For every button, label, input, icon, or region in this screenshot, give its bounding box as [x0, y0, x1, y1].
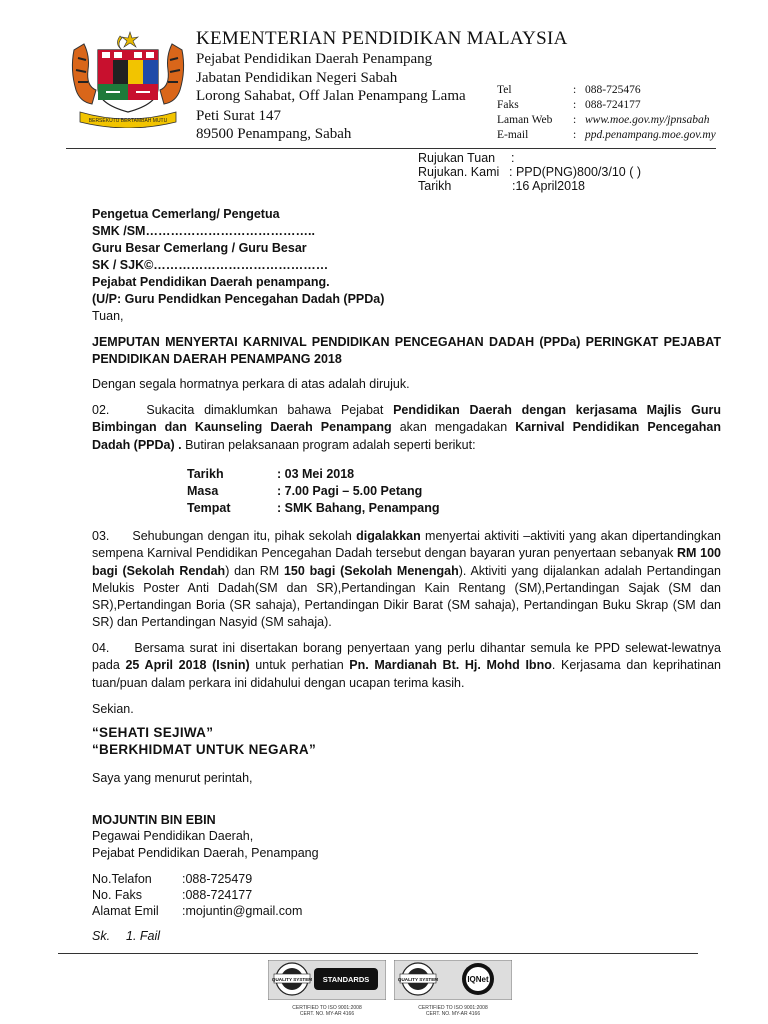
para-text: Bersama surat ini disertakan borang penyertaan yang perlu dihantar semula ke PPD selewat-lewatnya pada: [92, 641, 721, 673]
event-time-label: Masa: [187, 484, 219, 498]
quality-system-logo: [394, 960, 512, 1000]
para-text: . Kerjasama dan keprihatinan tuan/puan dalam perkara ini didahului dengan ucapan terima kasih.: [92, 658, 721, 690]
cert-caption: CERTIFIED TO ISO 9001:2008: [418, 1005, 488, 1011]
tel-label: Tel: [497, 84, 512, 96]
paragraph-04: [92, 640, 721, 692]
fax-label: Faks: [497, 99, 519, 111]
para-number: 03.: [92, 529, 110, 543]
recipient-line: Pejabat Pendidikan Daerah penampang.: [92, 275, 330, 289]
badge-text: IQNet: [467, 975, 489, 984]
certification-badge: [268, 960, 386, 1017]
para-text: untuk perhatian: [249, 658, 350, 673]
badge-text: STANDARDS: [322, 975, 370, 984]
letterhead-divider: [66, 148, 716, 149]
certification-badge: [394, 960, 512, 1017]
recipient-line: (U/P: Guru Pendidkan Pencegahan Dadah (PPDa): [92, 292, 385, 306]
cc-label: Sk.: [92, 929, 111, 943]
email-link[interactable]: ppd.penampang.moe.gov.my: [585, 129, 716, 141]
para-bold: Pendidikan Daerah dengan kerjasama Majlis Guru Bimbingan dan Kaunseling Daerah Penampang: [92, 403, 721, 435]
motto-line: “SEHATI SEJIWA”: [92, 725, 214, 740]
footer-divider: [58, 953, 698, 954]
signatory-office: Pejabat Pendidikan Daerah, Penampang: [92, 846, 319, 860]
fax-value: 088-724177: [585, 99, 641, 111]
address-line: 89500 Penampang, Sabah: [196, 126, 352, 142]
paragraph-02: [92, 402, 721, 454]
ref-tuan-label: Rujukan Tuan: [418, 151, 496, 165]
address-line: Peti Surat 147: [196, 108, 281, 124]
cert-number: CERT. NO. MY-AR 4166: [299, 1011, 355, 1017]
quality-system-logo: [268, 960, 386, 1000]
para-text: Butiran pelaksanaan program adalah seperti berikut:: [181, 437, 476, 452]
event-date-label: Tarikh: [187, 467, 224, 481]
para-text: ). Aktiviti yang dijalankan adalah Pertandingan Melukis Poster Anti Dadah(SM dan SR),Pertandingan Kain Rentang (SM),Pertandingan Sajak (SM dan SR),Pertandingan Boria (SR sahaja), Pertandingan Dikir Barat (SM sahaja), Pertandingan Buku Skrap (SM dan SR) dan Pertandingan Nasyid (SM sahaja).: [92, 563, 721, 630]
svg-text:BERSEKUTU BERTAMBAH MUTU: BERSEKUTU BERTAMBAH MUTU: [88, 118, 168, 124]
ref-kami-label: Rujukan. Kami: [418, 165, 500, 179]
para-text: akan mengadakan: [391, 420, 516, 435]
email-label: E-mail: [497, 129, 529, 141]
address-line: Lorong Sahabat, Off Jalan Penampang Lama: [196, 88, 466, 104]
salutation: Tuan,: [92, 309, 124, 323]
event-venue-value: : SMK Bahang, Penampang: [277, 501, 440, 515]
para-number: 04.: [92, 641, 110, 655]
para-bold: RM 100 bagi (Sekolah Rendah: [92, 546, 721, 578]
cert-number: CERT. NO. MY-AR 4166: [425, 1011, 481, 1017]
website-label: Laman Web: [497, 114, 553, 126]
para-text: Sukacita dimaklumkan bahawa Pejabat: [146, 403, 394, 417]
malaysia-coat-of-arms-logo: [66, 30, 190, 128]
recipient-line: Guru Besar Cemerlang / Guru Besar: [92, 241, 307, 255]
sign-off: Saya yang menurut perintah,: [92, 771, 253, 785]
signatory-name: MOJUNTIN BIN EBIN: [92, 813, 216, 827]
colon: :: [573, 84, 577, 96]
badge-text: QUALITY SYSTEM: [271, 977, 313, 982]
badge-text: QUALITY SYSTEM: [397, 977, 439, 982]
fax-value: :088-724177: [182, 888, 253, 902]
ref-kami-value: : PPD(PNG)800/3/10 ( ): [509, 165, 641, 179]
phone-label: No.Telafon: [92, 872, 152, 886]
address-line: Jabatan Pendidikan Negeri Sabah: [196, 70, 398, 86]
para-bold: 25 April 2018 (Isnin): [125, 658, 250, 673]
email-label: Alamat Emil: [92, 904, 159, 918]
address-line: Pejabat Pendidikan Daerah Penampang: [196, 51, 433, 67]
recipient-line: SMK /SM…………………………………..: [92, 224, 315, 238]
para-text: ) dan RM: [225, 563, 284, 578]
para-bold: Karnival Pendidikan Pencegahan Dadah (PPDa) .: [92, 420, 721, 452]
colon: :: [573, 99, 577, 111]
recipient-line: Pengetua Cemerlang/ Pengetua: [92, 207, 280, 221]
para-number: 02.: [92, 403, 110, 417]
colon: :: [573, 129, 577, 141]
para-bold: Pn. Mardianah Bt. Hj. Mohd Ibno: [349, 658, 552, 673]
email-value[interactable]: :mojuntin@gmail.com: [182, 904, 303, 918]
motto-line: “BERKHIDMAT UNTUK NEGARA”: [92, 742, 316, 757]
para-bold: digalakkan: [356, 529, 421, 543]
fax-label: No. Faks: [92, 888, 143, 902]
tel-value: 088-725476: [585, 84, 641, 96]
ref-date-value: :16 April2018: [512, 179, 585, 193]
closing: Sekian.: [92, 702, 134, 716]
event-time-value: : 7.00 Pagi – 5.00 Petang: [277, 484, 423, 498]
recipient-line: SK / SJK©……………………………………: [92, 258, 329, 272]
event-date-value: : 03 Mei 2018: [277, 467, 355, 481]
cc-value: 1. Fail: [126, 929, 161, 943]
paragraph-03: [92, 528, 721, 632]
colon: :: [573, 114, 577, 126]
intro-text: Dengan segala hormatnya perkara di atas adalah dirujuk.: [92, 377, 410, 391]
website-link[interactable]: www.moe.gov.my/jpnsabah: [585, 114, 710, 126]
para-bold: 150 bagi (Sekolah Menengah: [283, 563, 459, 578]
event-venue-label: Tempat: [187, 501, 231, 515]
letter-subject: JEMPUTAN MENYERTAI KARNIVAL PENDIDIKAN PENCEGAHAN DADAH (PPDa) PERINGKAT PEJABAT PENDIDIKAN DAERAH PENAMPANG 2018: [92, 335, 721, 367]
ref-date-label: Tarikh: [418, 179, 452, 193]
ref-tuan-value: :: [511, 151, 515, 165]
phone-value: :088-725479: [182, 872, 253, 886]
cert-caption: CERTIFIED TO ISO 9001:2008: [292, 1005, 362, 1011]
para-text: menyertai aktiviti –aktiviti yang akan dipertandingkan sempena Karnival Pendidikan Pencegahan Dadah tersebut dengan bayaran yuran penyertaan sebanyak: [92, 529, 722, 561]
para-text: Sehubungan dengan itu, pihak sekolah: [132, 529, 357, 543]
ministry-name: KEMENTERIAN PENDIDIKAN MALAYSIA: [196, 28, 568, 49]
signatory-title: Pegawai Pendidikan Daerah,: [92, 829, 254, 843]
